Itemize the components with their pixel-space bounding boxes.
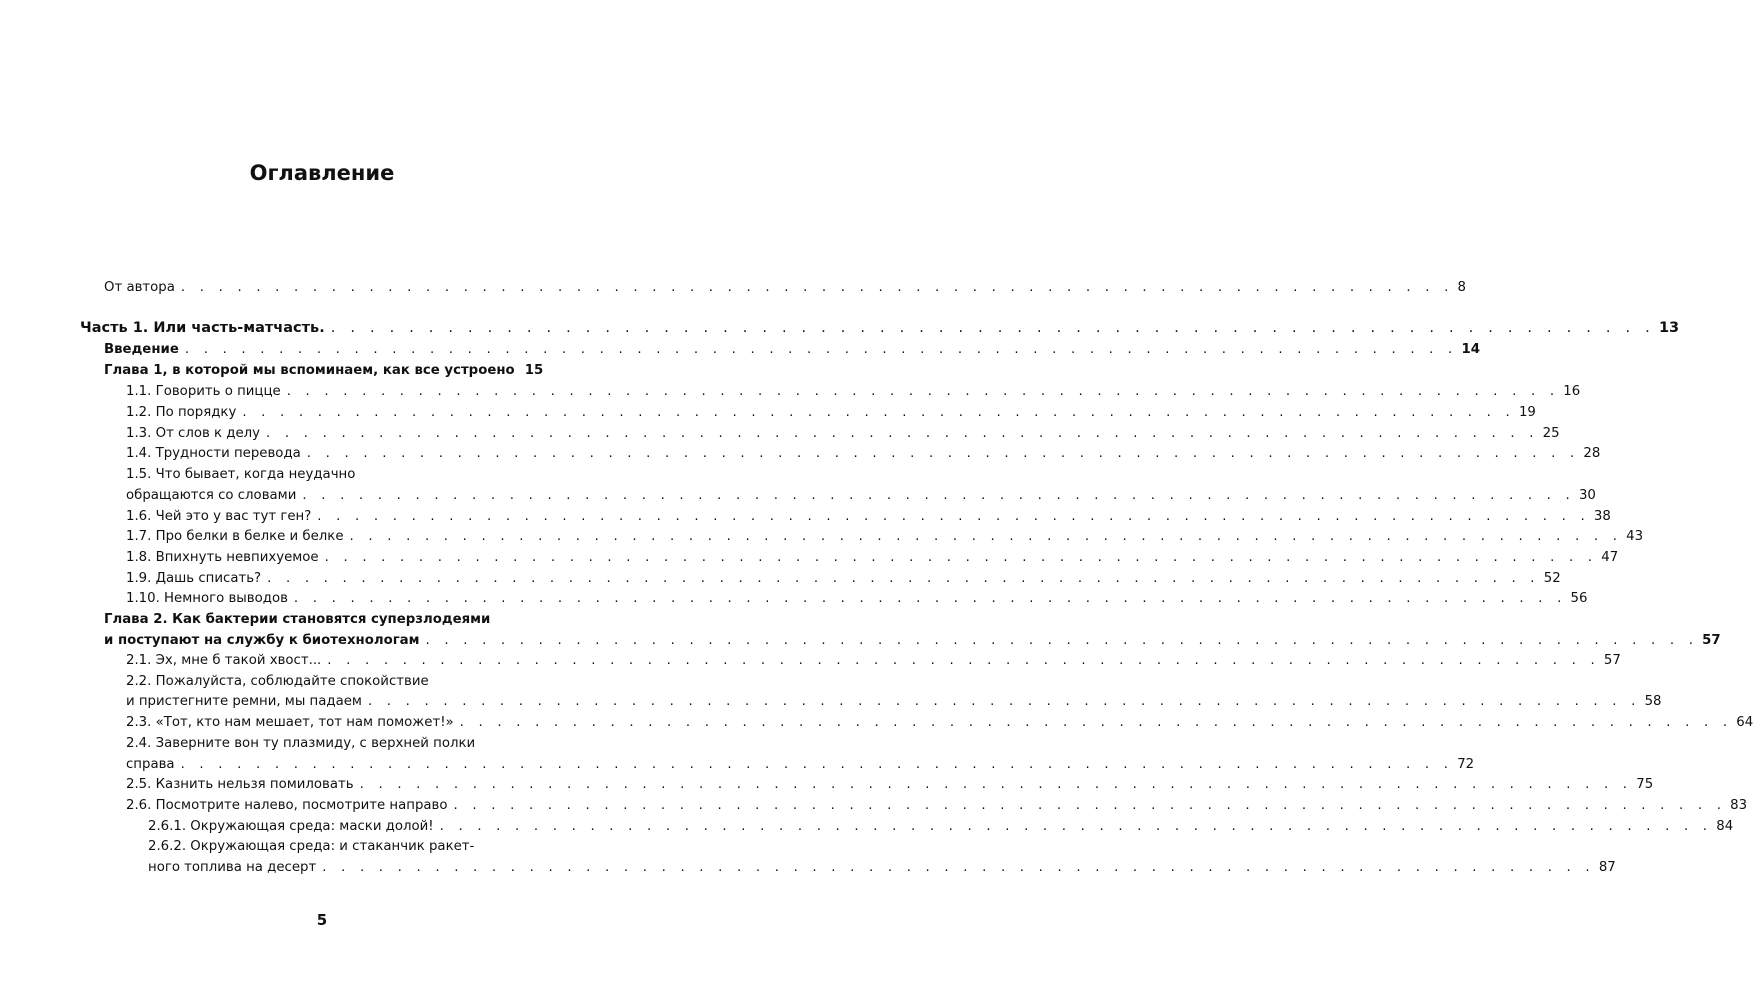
dot-leader: . . . . . . . . . . . . . . . . . . . . . . . . . . . . . . . . . . . . . . . . . . . . . . . . . . . . . . . . . . . . . . . . . . . . [286, 384, 1560, 399]
toc-entry-2-4[interactable] [126, 755, 1475, 775]
toc-entry-1-1[interactable] [126, 382, 1581, 402]
toc-entry-1-6[interactable] [126, 507, 1611, 527]
toc-entry-1-8[interactable] [126, 548, 1619, 568]
toc-entry-2-5[interactable] [126, 775, 1654, 795]
toc-entry-2-2-line1: 2.2. Пожалуйста, соблюдайте спокойствие [126, 674, 429, 689]
toc-entry-2-1[interactable] [126, 651, 1621, 671]
toc-entry-2-6-2[interactable] [148, 858, 1616, 878]
toc-entry-label: Часть 1. Или часть-матчасть. [80, 320, 325, 336]
dot-leader: . . . . . . . . . . . . . . . . . . . . . . . . . . . . . . . . . . . . . . . . . . . . . . . . . . . . . . . . . . . . . . . . . . . . [324, 550, 1598, 565]
toc-entry-label: 1.6. Чей это у вас тут ген? [126, 509, 312, 524]
dot-leader: . . . . . . . . . . . . . . . . . . . . . . . . . . . . . . . . . . . . . . . . . . . . . . . . . . . . . . . . . . . . . . . . . . . . [425, 633, 1699, 648]
page-number: 5 [316, 911, 328, 929]
dot-leader: . . . . . . . . . . . . . . . . . . . . . . . . . . . . . . . . . . . . . . . . . . . . . . . . . . . . . . . . . . . . . . . . . . . . [459, 715, 1733, 730]
toc-entry-label: 1.9. Дашь списать? [126, 571, 262, 586]
toc-entry-page: 83 [1730, 798, 1748, 813]
toc-entry-1-5[interactable] [126, 486, 1596, 506]
toc-entry-chapter-2[interactable] [104, 631, 1721, 651]
toc-entry-2-3[interactable] [126, 713, 1753, 733]
toc-entry-part-1[interactable] [80, 318, 1680, 338]
toc-entry-from-author[interactable] [104, 278, 1466, 298]
toc-entry-page: 30 [1578, 488, 1596, 503]
page-title: Оглавление [249, 161, 395, 185]
toc-entry-label: 1.2. По порядку [126, 405, 237, 420]
toc-entry-label: 2.1. Эх, мне б такой хвост... [126, 653, 322, 668]
toc-entry-label: 1.4. Трудности перевода [126, 446, 301, 461]
toc-entry-2-2[interactable] [126, 692, 1662, 712]
toc-entry-page: 58 [1644, 694, 1662, 709]
toc-entry-2-4-line1: 2.4. Заверните вон ту плазмиду, с верхней полки [126, 736, 476, 751]
toc-entry-page: 8 [1457, 280, 1466, 295]
dot-leader: . . . . . . . . . . . . . . . . . . . . . . . . . . . . . . . . . . . . . . . . . . . . . . . . . . . . . . . . . . . . . . . . . . . . [266, 426, 1539, 441]
toc-entry-label: 1.3. От слов к делу [126, 426, 261, 441]
dot-leader: . . . . . . . . . . . . . . . . . . . . . . . . . . . . . . . . . . . . . . . . . . . . . . . . . . . . . . . . . . . . . . . . . . . . [359, 777, 1633, 792]
dot-leader: . . . . . . . . . . . . . . . . . . . . . . . . . . . . . . . . . . . . . . . . . . . . . . . . . . . . . . . . . . . . . . . . . . . . [327, 653, 1600, 668]
toc-entry-label: Глава 1, в которой мы вспоминаем, как все устроено [104, 363, 515, 378]
dot-leader: . . . . . . . . . . . . . . . . . . . . . . . . . . . . . . . . . . . . . . . . . . . . . . . . . . . . . . . . . . . . . . . . . . . . [322, 860, 1595, 875]
dot-leader: . . . . . . . . . . . . . . . . . . . . . . . . . . . . . . . . . . . . . . . . . . . . . . . . . . . . . . . . . . . . . . . . . . . . [330, 320, 1655, 336]
toc-entry-1-5-line1: 1.5. Что бывает, когда неудачно [126, 467, 356, 482]
toc-entry-page: 47 [1601, 550, 1619, 565]
toc-entry-chapter-1[interactable] [104, 361, 544, 381]
toc-entry-label: ного топлива на десерт [148, 860, 317, 875]
dot-leader: . . . . . . . . . . . . . . . . . . . . . . . . . . . . . . . . . . . . . . . . . . . . . . . . . . . . . . . . . . . . . . . . . . . . [267, 571, 1540, 586]
toc-entry-label: 2.6.1. Окружающая среда: маски долой! [148, 819, 434, 834]
toc-entry-2-6[interactable] [126, 796, 1748, 816]
toc-entry-1-9[interactable] [126, 569, 1561, 589]
toc-entry-page: 57 [1702, 633, 1721, 648]
toc-entry-chapter-2-line1: Глава 2. Как бактерии становятся суперзлодеями [104, 612, 491, 627]
dot-leader: . . . . . . . . . . . . . . . . . . . . . . . . . . . . . . . . . . . . . . . . . . . . . . . . . . . . . . . . . . . . . . . . . . . . [184, 342, 1458, 357]
dot-leader: . . . . . . . . . . . . . . . . . . . . . . . . . . . . . . . . . . . . . . . . . . . . . . . . . . . . . . . . . . . . . . . . . . . . [180, 280, 1454, 295]
toc-entry-1-7[interactable] [126, 527, 1644, 547]
dot-leader: . . . . . . . . . . . . . . . . . . . . . . . . . . . . . . . . . . . . . . . . . . . . . . . . . . . . . . . . . . . . . . . . . . . . [317, 509, 1590, 524]
toc-entry-page: 14 [1461, 342, 1480, 357]
toc-entry-1-2[interactable] [126, 403, 1536, 423]
dot-leader: . . . . . . . . . . . . . . . . . . . . . . . . . . . . . . . . . . . . . . . . . . . . . . . . . . . . . . . . . . . . . . . . . . . . [349, 529, 1623, 544]
dot-leader: . . . . . . . . . . . . . . . . . . . . . . . . . . . . . . . . . . . . . . . . . . . . . . . . . . . . . . . . . . . . . . . . . . . . [302, 488, 1575, 503]
dot-leader: . . . . . . . . . . . . . . . . . . . . . . . . . . . . . . . . . . . . . . . . . . . . . . . . . . . . . . . . . . . . . . . . . . . . [306, 446, 1580, 461]
toc-entry-label: 1.8. Впихнуть невпихуемое [126, 550, 319, 565]
toc-entry-page: 19 [1518, 405, 1536, 420]
dot-leader: . . . . . . . . . . . . . . . . . . . . . . . . . . . . . . . . . . . . . . . . . . . . . . . . . . . . . . . . . . . . . . . . . . . . [367, 694, 1641, 709]
toc-entry-page: 43 [1626, 529, 1644, 544]
toc-entry-label: и пристегните ремни, мы падаем [126, 694, 362, 709]
toc-entry-label: Введение [104, 342, 179, 357]
toc-entry-page: 16 [1563, 384, 1581, 399]
toc-entry-page: 56 [1570, 591, 1588, 606]
toc-entry-label: 1.10. Немного выводов [126, 591, 288, 606]
toc-entry-2-6-1[interactable] [148, 817, 1734, 837]
toc-entry-label: 1.1. Говорить о пицце [126, 384, 281, 399]
toc-entry-page: 13 [1658, 320, 1680, 336]
toc-entry-page: 52 [1543, 571, 1561, 586]
toc-entry-label: От автора [104, 280, 175, 295]
toc-entry-label: 2.6. Посмотрите налево, посмотрите направо [126, 798, 448, 813]
toc-entry-page: 72 [1457, 757, 1475, 772]
toc-entry-1-4[interactable] [126, 444, 1601, 464]
toc-entry-page: 28 [1583, 446, 1601, 461]
dot-leader: . . . . . . . . . . . . . . . . . . . . . . . . . . . . . . . . . . . . . . . . . . . . . . . . . . . . . . . . . . . . . . . . . . . . [439, 819, 1713, 834]
dot-leader: . . . . . . . . . . . . . . . . . . . . . . . . . . . . . . . . . . . . . . . . . . . . . . . . . . . . . . . . . . . . . . . . . . . . [242, 405, 1515, 420]
toc-entry-page: 84 [1716, 819, 1734, 834]
toc-entry-label: 2.3. «Тот, кто нам мешает, тот нам поможет!» [126, 715, 454, 730]
dot-leader: . . . . . . . . . . . . . . . . . . . . . . . . . . . . . . . . . . . . . . . . . . . . . . . . . . . . . . . . . . . . . . . . . . . . [453, 798, 1727, 813]
toc-entry-1-3[interactable] [126, 424, 1560, 444]
dot-leader: . . . . . . . . . . . . . . . . . . . . . . . . . . . . . . . . . . . . . . . . . . . . . . . . . . . . . . . . . . . . . . . . . . . . [180, 757, 1454, 772]
toc-entry-page: 57 [1603, 653, 1621, 668]
toc-entry-page: 64 [1736, 715, 1753, 730]
toc-entry-label: 1.7. Про белки в белке и белке [126, 529, 344, 544]
toc-entry-page: 87 [1598, 860, 1616, 875]
toc-entry-label: 2.5. Казнить нельзя помиловать [126, 777, 354, 792]
toc-entry-label: обращаются со словами [126, 488, 297, 503]
toc-entry-page: 75 [1636, 777, 1654, 792]
dot-leader: . . . . . . . . . . . . . . . . . . . . . . . . . . . . . . . . . . . . . . . . . . . . . . . . . . . . . . . . . . . . . . . . . . . . [293, 591, 1567, 606]
toc-entry-1-10[interactable] [126, 589, 1588, 609]
toc-entry-2-6-2-line1: 2.6.2. Окружающая среда: и стаканчик ракет- [148, 839, 475, 854]
toc-entry-label: справа [126, 757, 175, 772]
toc-entry-introduction[interactable] [104, 340, 1480, 360]
toc-entry-page: 25 [1542, 426, 1560, 441]
toc-entry-label: и поступают на службу к биотехнологам [104, 633, 420, 648]
toc-entry-page: 38 [1593, 509, 1611, 524]
toc-entry-page: 15 [524, 363, 544, 378]
